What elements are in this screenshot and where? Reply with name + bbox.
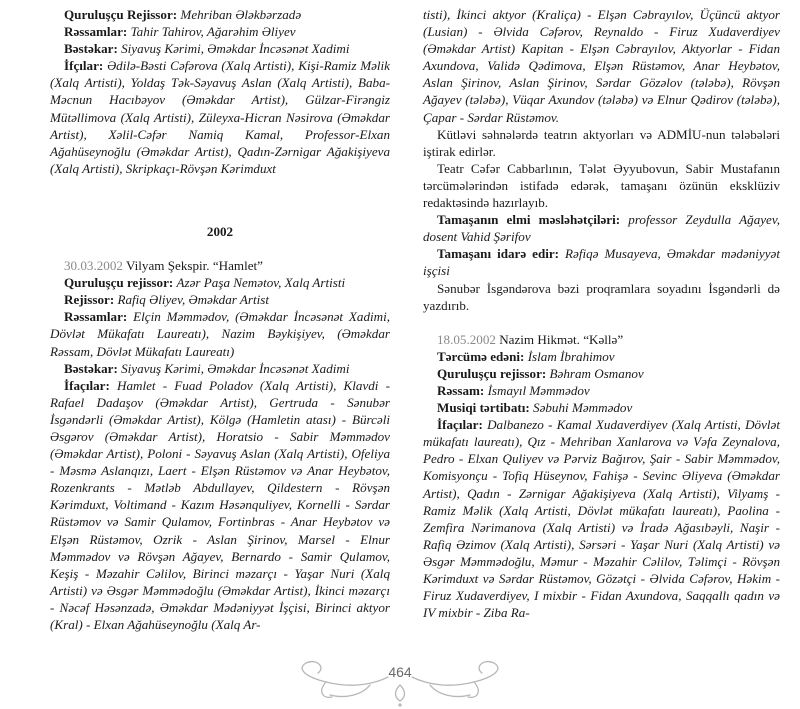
right-column: [423, 0, 780, 621]
scientific-consultants: Tamaşanın elmi məsləhətçiləri: professor Zeydulla Ağayev, dosent Vahid Şərifov: [423, 212, 780, 245]
hamlet-designers: Rəssamlar: Elçin Məmmədov, (Əməkdar İncəsənət Xadimi, Dövlət Mükafatı Laureatı), Nazim Bəykişiyev, (Əməkdar Rəssam, Dövlət Mükafatı Laureatı): [50, 309, 390, 359]
note-translation: Teatr Cəfər Cabbarlının, Tələt Əyyubovun, Sabir Mustafanın tərcümələrindən istifadə edərək, tamaşanı özünün eksklüziv redaktəsində hazırlayıb.: [423, 160, 780, 211]
kalle-designer: Rəssam: İsmayıl Məmmədov: [437, 382, 590, 398]
kalle-translator: Tərcümə edəni: İslam İbrahimov: [437, 348, 615, 364]
play-heading-hamlet: 30.03.2002 Vilyam Şekspir. “Hamlet”: [64, 258, 263, 274]
credit-founder-director: Quruluşçu Rejissor: Mehriban Ələkbərzadə: [64, 7, 302, 22]
hamlet-performers-continued: tisti), İkinci aktyor (Kraliça) - Elşən Cəbrayılov, Üçüncü aktyor (Lusian) - Əlvida Cəfərov, Reynaldo - Firuz Xudaverdiyev (Əməkdar Artist) Kapitan - Elşən Cəbrayılov, Aktyorlar - Fidan Axundova, Validə Qədimova, Elşən Rüstəmov, Anar Heybətov, Aslan Şirinov, Aslan Şirinov, Sərdar Gözəlov (tələbə), Rövşən Ağayev (tələbə), Vüqar Axundov (tələbə) və Elnur Qədirov (tələbə), Çapar - Sərdar Rüstəmov.: [423, 7, 780, 125]
kalle-founder-director: Quruluşçu rejissor: Bəhram Osmanov: [437, 365, 644, 381]
hamlet-director: Rejissor: Rafiq Əliyev, Əməkdar Artist: [64, 292, 269, 308]
left-column: [50, 0, 390, 633]
page-footer: [0, 655, 800, 709]
kalle-performers: İfaçılar: Dalbanezo - Kamal Xudaverdiyev (Xalq Artisti, Dövlət mükafatı laureatı), Qız - Mehriban Xanlarova və Vəfa Zeynalova, Pedro - Elxan Quliyev və Pərviz Bağırov, Şair - Sabir Məmmədov, Komisyonçu - Tofiq Hüseynov, Fahişə - Sevinc Əliyeva (Əməkdar Artist), Qadın - Zərnigar Ağakişiyeva (Xalq Artisti), Vilyamş - Ramiz Məlik (Xalq Artisti, Dövlət mükafatı laureatı), Paolina - Zemfira Nərimanova (Xalq Artisti) və İradə Ağasıbəyli, Naşir - Rafiq Əzimov (Xalq Artisti), Sərsəri - Yaşar Nuri (Xalq Artisti) və Əsgər Məmmədoğlu, Məmur - Məzahir Cəlilov, Təlimçi - Rövşən Kərimduxt və Sərdar Rüstəmov, Gözətçi - Əlvida Cəfərov, Həkim - Firuz Xudaverdiyev, I mixbir - Fidan Axundova, Saqqallı qadın və IV mixbir - Ziba Ra-: [423, 417, 780, 621]
year-heading: 2002: [206, 223, 234, 239]
page-number: 464: [388, 664, 412, 680]
credit-performers: İfçılar: Ədilə-Bəsti Cəfərova (Xalq Artisti), Kişi-Ramiz Məlik (Xalq Artisti), Yoldaş Tək-Səyavuş Aslan (Xalq Artisti), Baba-Məcnun Hacıbəyov (Əməkdar Artist), Gülzar-Firəngiz Mütəllimova (Xalq Artisti), Züleyxa-Hicran Nəsirova (Əməkdar Artist), Xəlil-Cəfər Namiq Kamal, Professor-Elxan Ağahüseynoğlu (Əməkdar Artist), Qadın-Zərnigar Ağakişiyeva (Xalq Artisti), Skripkaçı-Rövşən Kərimduxt: [50, 58, 390, 176]
note-students: Kütləvi səhnələrdə teatrın aktyorları və ADMİU-nun tələbələri iştirak edirlər.: [423, 126, 780, 159]
note-name: Sənubər İsgəndərova bəzi proqramlara soyadını İsgəndərli də yazdırıb.: [423, 280, 780, 313]
hamlet-composer: Bəstəkar: Siyavuş Kərimi, Əməkdar İncəsənət Xadimi: [64, 360, 350, 376]
play-heading-kalle: 18.05.2002 Nazim Hikmət. “Kəllə”: [437, 331, 624, 347]
hamlet-performers: İfaçılar: Hamlet - Fuad Poladov (Xalq Artisti), Klavdi - Rafael Dadaşov (Əməkdar Artist), Gertruda - Sənubər İsgəndərli (Əməkdar Artist), Kölgə (Hamletin atası) - Bürcəli Əsgərov (Əməkdar Artist), Horatsio - Sabir Məmmədov (Əməkdar Artist), Poloni - Səyavuş Aslan (Xalq Artisti), Ofeliya - Məsmə Aslanqızı, Laert - Elşən Rüstəmov və Anar Heybətov, Rozenkrants - Mətləb Abdullayev, Qildestern - Rövşən Kərimduxt, Voltimand - Kazım Həsənquliyev, Kornelli - Sərdar Rüstəmov və Samir Qulamov, Fortinbras - Anar Heybətov və Elşən Rüstəmov, Ozrik - Aslan Şirinov, Marsel - Elnur Məmmədov və Rövşən Ağayev, Bernardo - Samir Qulamov, Keşiş - Məzahir Cəlilov, Birinci məzarçı - Yaşar Nuri (Xalq Artisti) və Əsgər Məmmədoğlu (Əməkdar Artist), İkinci məzarçı - Nəcəf Həsənzadə, Əməkdar Mədəniyyət İşçisi, Birinci aktyor (Kral) - Elxan Ağahüseynoğlu (Xalq Ar-: [50, 377, 390, 632]
hamlet-founder-director: Quruluşçu rejissor: Azər Paşa Nemətov, Xalq Artisti: [64, 275, 346, 291]
kalle-music-design: Musiqi tərtibatı: Səbuhi Məmmədov: [437, 400, 633, 416]
management: Tamaşanı idarə edir: Rəfiqə Musayeva, Əməkdar mədəniyyət işçisi: [423, 246, 780, 279]
credit-composer: Bəstəkar: Siyavuş Kərimi, Əməkdar İncəsənət Xadimi: [64, 41, 350, 57]
credit-designers: Rəssamlar: Tahir Tahirov, Ağarəhim Əliyev: [64, 24, 296, 40]
